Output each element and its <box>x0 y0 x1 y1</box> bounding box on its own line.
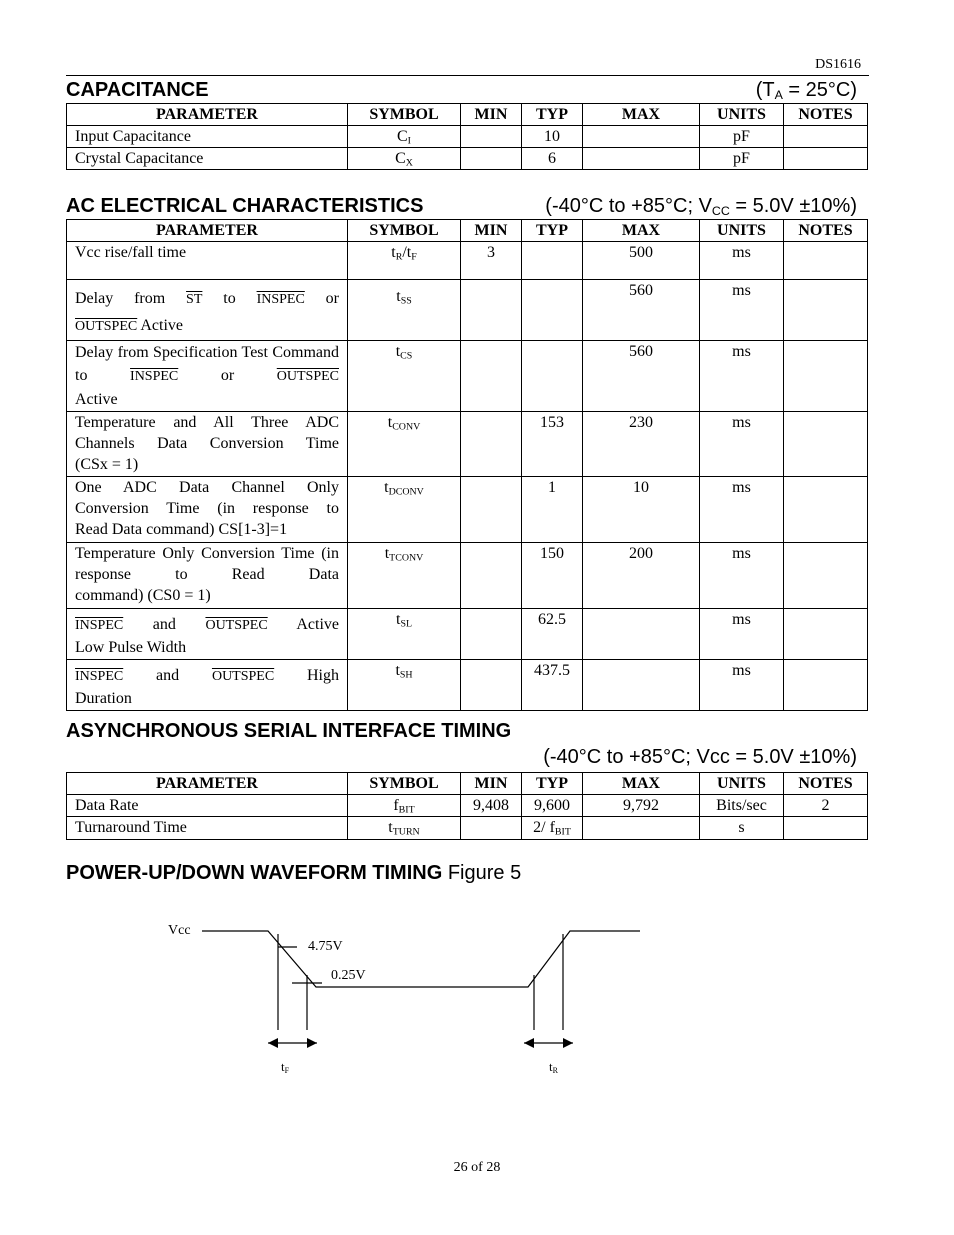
col-symbol: SYMBOL <box>348 104 461 126</box>
tr-arrows <box>524 1038 573 1048</box>
col-parameter: PARAMETER <box>67 104 348 126</box>
param-cell: Temperature Only Conversion Time (in response to Read Data command) (CS0 = 1) <box>67 543 348 609</box>
col-max: MAX <box>583 773 700 795</box>
units-cell: ms <box>700 242 784 280</box>
min-cell: 3 <box>461 242 522 280</box>
max-cell: 560 <box>583 280 700 341</box>
symbol-cell: $t_{SS}$ <box>348 280 461 341</box>
param-cell: Vcc rise/fall time <box>67 242 348 280</box>
low-threshold-label: 0.25V <box>331 968 366 983</box>
symbol-cell: $C_I$ <box>348 126 461 148</box>
col-parameter: PARAMETER <box>67 220 348 242</box>
max-cell: 230 <box>583 412 700 477</box>
units-cell: ms <box>700 660 784 711</box>
symbol-cell: $t_{TCONV}$ <box>348 543 461 609</box>
units-cell: ms <box>700 477 784 543</box>
typ-cell: 10 <box>522 126 583 148</box>
tr-label: tR <box>549 1059 558 1075</box>
symbol-cell: $t_{TURN}$ <box>348 817 461 840</box>
col-units: UNITS <box>700 220 784 242</box>
page-number: 26 of 28 <box>453 1160 501 1175</box>
param-cell: Input Capacitance <box>67 126 348 148</box>
col-typ: TYP <box>522 104 583 126</box>
param-cell: INSPEC and OUTSPEC High Duration <box>67 660 348 711</box>
async-title: ASYNCHRONOUS SERIAL INTERFACE TIMING <box>66 720 512 742</box>
col-notes: NOTES <box>784 220 868 242</box>
symbol-cell: $f_{BIT}$ <box>348 795 461 817</box>
units-cell: ms <box>700 341 784 412</box>
param-cell: Temperature and All Three ADC Channels Data Conversion Time (CSx = 1) <box>67 412 348 477</box>
typ-cell: 62.5 <box>522 609 583 660</box>
col-max: MAX <box>583 220 700 242</box>
typ-cell: 2/ $f_{BIT}$ <box>522 817 583 840</box>
async-condition: (-40°C to +85°C; Vcc = 5.0V ±10%) <box>543 746 857 768</box>
tf-arrows <box>268 1038 317 1048</box>
col-max: MAX <box>583 104 700 126</box>
figure-title: POWER-UP/DOWN WAVEFORM TIMING Figure 5 <box>66 862 522 884</box>
col-notes: NOTES <box>784 104 868 126</box>
typ-cell: 6 <box>522 148 583 170</box>
param-cell: One ADC Data Channel Only Conversion Time (in response to Read Data command) CS[1-3]=1 <box>67 477 348 543</box>
col-symbol: SYMBOL <box>348 220 461 242</box>
max-cell: 10 <box>583 477 700 543</box>
col-notes: NOTES <box>784 773 868 795</box>
units-cell: pF <box>700 126 784 148</box>
col-units: UNITS <box>700 773 784 795</box>
param-cell: Delay from $\overline{ST}$ to INSPEC or OUTSPEC Active <box>67 280 348 341</box>
symbol-cell: $t_{DCONV}$ <box>348 477 461 543</box>
typ-cell: 150 <box>522 543 583 609</box>
units-cell: Bits/sec <box>700 795 784 817</box>
max-cell: 9,792 <box>583 795 700 817</box>
ac-condition: (-40°C to +85°C; $V_{CC} = 5.0V \pm 10\%$) <box>545 195 857 219</box>
symbol-cell: $t_{SL}$ <box>348 609 461 660</box>
symbol-cell: $t_{CS}$ <box>348 341 461 412</box>
units-cell: ms <box>700 609 784 660</box>
high-threshold-label: 4.75V <box>308 939 343 954</box>
col-symbol: SYMBOL <box>348 773 461 795</box>
units-cell: ms <box>700 543 784 609</box>
units-cell: s <box>700 817 784 840</box>
param-cell: Crystal Capacitance <box>67 148 348 170</box>
typ-cell: 9,600 <box>522 795 583 817</box>
symbol-cell: $t_{CONV}$ <box>348 412 461 477</box>
symbol-cell: $t_R/t_F$ <box>348 242 461 280</box>
notes-cell: 2 <box>784 795 868 817</box>
units-cell: ms <box>700 280 784 341</box>
param-cell: Delay from Specification Test Command to INSPEC or OUTSPEC Active <box>67 341 348 412</box>
col-min: MIN <box>461 773 522 795</box>
symbol-cell: $C_X$ <box>348 148 461 170</box>
typ-cell: 437.5 <box>522 660 583 711</box>
capacitance-title: CAPACITANCE <box>66 79 209 101</box>
col-typ: TYP <box>522 773 583 795</box>
max-cell: 200 <box>583 543 700 609</box>
param-cell: INSPEC and OUTSPEC Active Low Pulse Width <box>67 609 348 660</box>
max-cell: 500 <box>583 242 700 280</box>
document-id: DS1616 <box>815 57 861 72</box>
vcc-label: Vcc <box>168 923 191 938</box>
units-cell: pF <box>700 148 784 170</box>
col-min: MIN <box>461 220 522 242</box>
min-cell: 9,408 <box>461 795 522 817</box>
col-units: UNITS <box>700 104 784 126</box>
ac-title: AC ELECTRICAL CHARACTERISTICS <box>66 195 424 217</box>
typ-cell: 1 <box>522 477 583 543</box>
max-cell: 560 <box>583 341 700 412</box>
col-min: MIN <box>461 104 522 126</box>
col-typ: TYP <box>522 220 583 242</box>
tf-label: tF <box>281 1059 290 1075</box>
units-cell: ms <box>700 412 784 477</box>
capacitance-condition: $(T_A = 25^\circ C)$ <box>755 79 857 103</box>
typ-cell: 153 <box>522 412 583 477</box>
col-parameter: PARAMETER <box>67 773 348 795</box>
vcc-waveform <box>202 931 640 987</box>
param-cell: Data Rate <box>67 795 348 817</box>
param-cell: Turnaround Time <box>67 817 348 840</box>
symbol-cell: $t_{SH}$ <box>348 660 461 711</box>
